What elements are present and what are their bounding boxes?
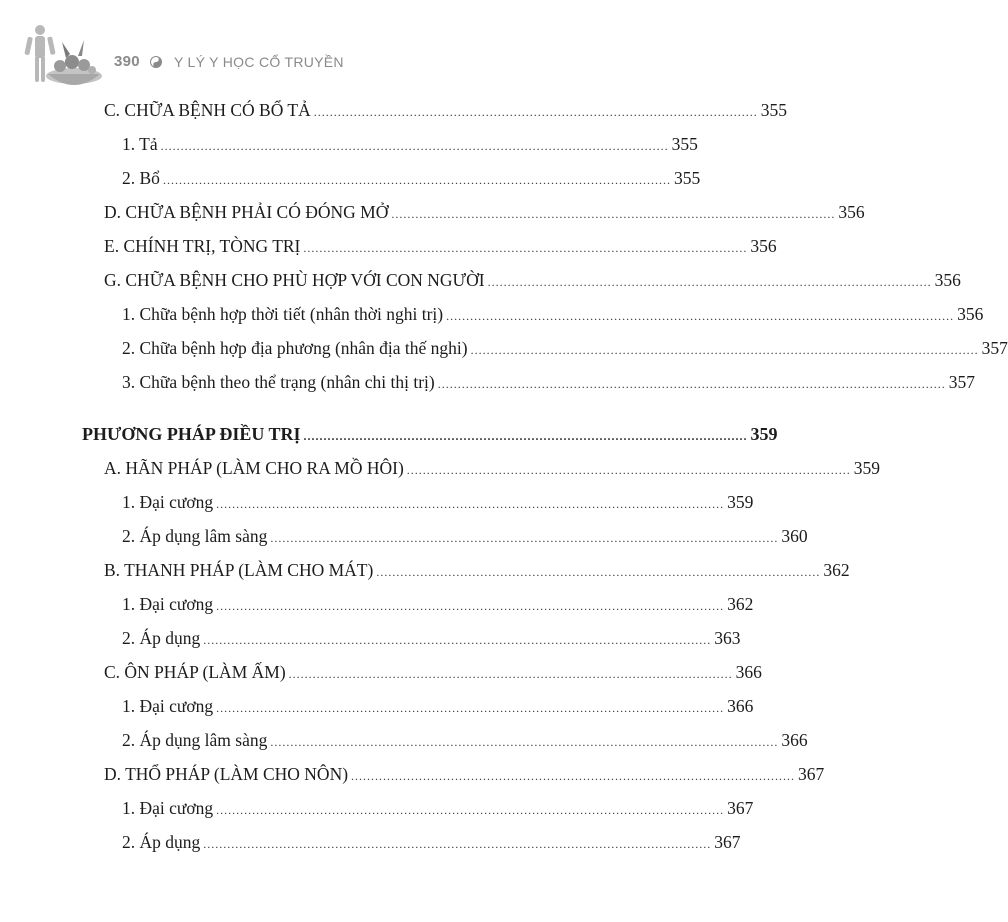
leader-dots: ............................................................................................................................... bbox=[162, 173, 671, 187]
leader-dots: ............................................................................................................................... bbox=[160, 139, 669, 153]
toc-entry-page: 355 bbox=[671, 134, 698, 154]
leader-dots: ............................................................................................................................... bbox=[437, 377, 946, 391]
leader-dots: ............................................................................................................................... bbox=[270, 735, 779, 749]
toc-entry-label: 1. Đại cương bbox=[122, 696, 214, 716]
page-number: 390 bbox=[114, 53, 140, 70]
toc-entry-label: 2. Chữa bệnh hợp địa phương (nhân địa thế nghi) bbox=[122, 338, 468, 358]
leader-dots: ............................................................................................................... bbox=[487, 275, 932, 289]
toc-entry-label: 1. Đại cương bbox=[122, 798, 214, 818]
toc-entry-label: C. ÔN PHÁP (LÀM ẤM) bbox=[104, 662, 286, 682]
leader-dots: ............................................................................................................................... bbox=[216, 803, 725, 817]
toc-entry-label: 2. Áp dụng bbox=[122, 832, 201, 852]
toc-entry-page: 359 bbox=[727, 492, 754, 512]
leader-dots: ............................................................................................................................... bbox=[216, 497, 725, 511]
toc-entry-page: 367 bbox=[727, 798, 754, 818]
toc-entry[interactable] bbox=[104, 764, 825, 786]
toc-entry[interactable] bbox=[122, 696, 754, 718]
toc-entry[interactable] bbox=[104, 202, 865, 224]
toc-entry-label: 1. Đại cương bbox=[122, 594, 214, 614]
toc-entry-label: 2. Áp dụng lâm sàng bbox=[122, 526, 268, 546]
toc-entry-label: PHƯƠNG PHÁP ĐIỀU TRỊ bbox=[82, 424, 301, 444]
toc-entry[interactable] bbox=[122, 730, 808, 752]
toc-entry[interactable] bbox=[122, 372, 975, 394]
toc-entry-page: 363 bbox=[714, 628, 741, 648]
toc-entry[interactable] bbox=[122, 304, 984, 326]
toc-entry-page: 356 bbox=[750, 236, 777, 256]
toc-entry-label: B. THANH PHÁP (LÀM CHO MÁT) bbox=[104, 560, 374, 580]
leader-dots: ............................................................................................................................... bbox=[470, 343, 979, 357]
toc-entry-page: 366 bbox=[727, 696, 754, 716]
toc-entry-label: D. THỔ PHÁP (LÀM CHO NÔN) bbox=[104, 764, 349, 784]
leader-dots: ............................................................................................................................... bbox=[446, 309, 955, 323]
toc-entry[interactable] bbox=[104, 100, 788, 122]
toc-entry-label: 1. Tả bbox=[122, 134, 158, 154]
toc-entry-page: 367 bbox=[798, 764, 825, 784]
toc-entry[interactable] bbox=[104, 236, 777, 258]
toc-entry[interactable] bbox=[122, 168, 701, 190]
toc-entry-page: 362 bbox=[823, 560, 850, 580]
toc-entry-label: 2. Áp dụng bbox=[122, 628, 201, 648]
toc-entry[interactable] bbox=[104, 270, 961, 292]
toc-entry-page: 362 bbox=[727, 594, 754, 614]
toc-entry-page: 356 bbox=[838, 202, 865, 222]
toc-entry-label: 2. Bổ bbox=[122, 168, 160, 188]
toc-entry-page: 357 bbox=[981, 338, 1008, 358]
toc-entry[interactable] bbox=[122, 526, 808, 548]
leader-dots: ............................................................................................................... bbox=[313, 105, 758, 119]
leader-dots: ............................................................................................................... bbox=[303, 241, 748, 255]
toc-entry[interactable] bbox=[122, 134, 698, 156]
yin-yang-icon bbox=[150, 56, 162, 68]
toc-entry[interactable] bbox=[104, 458, 881, 480]
toc-entry[interactable] bbox=[104, 662, 762, 684]
herbal-medicine-logo bbox=[18, 20, 108, 100]
toc-entry-label: G. CHỮA BỆNH CHO PHÙ HỢP VỚI CON NGƯỜI bbox=[104, 270, 485, 290]
leader-dots: ............................................................................................................... bbox=[376, 565, 821, 579]
book-title: Y LÝ Y HỌC CỔ TRUYỀN bbox=[173, 53, 344, 70]
toc-entry[interactable] bbox=[122, 628, 741, 650]
toc-entry-page: 356 bbox=[957, 304, 984, 324]
toc-entry-page: 366 bbox=[781, 730, 808, 750]
toc-entry-page: 359 bbox=[853, 458, 881, 478]
running-header bbox=[18, 20, 418, 100]
leader-dots: ............................................................................................................................... bbox=[216, 599, 725, 613]
toc-entry-label: C. CHỮA BỆNH CÓ BỔ TẢ bbox=[104, 100, 311, 120]
leader-dots: ............................................................................................................... bbox=[303, 429, 748, 443]
toc-entry-label: E. CHÍNH TRỊ, TÒNG TRỊ bbox=[104, 236, 301, 256]
toc-entry-label: 3. Chữa bệnh theo thể trạng (nhân chi thị trị) bbox=[122, 372, 435, 392]
leader-dots: ............................................................................................................................... bbox=[203, 837, 712, 851]
leader-dots: ............................................................................................................................... bbox=[216, 701, 725, 715]
toc-entry-page: 356 bbox=[934, 270, 961, 290]
toc-entry[interactable] bbox=[122, 338, 1008, 360]
toc-section-heading[interactable] bbox=[82, 424, 778, 446]
toc-entry-page: 360 bbox=[781, 526, 808, 546]
toc-entry-label: 2. Áp dụng lâm sàng bbox=[122, 730, 268, 750]
toc-entry[interactable] bbox=[104, 560, 850, 582]
leader-dots: ............................................................................................................................... bbox=[270, 531, 779, 545]
toc-entry-page: 355 bbox=[673, 168, 701, 188]
toc-entry[interactable] bbox=[122, 492, 754, 514]
toc-entry-label: D. CHỮA BỆNH PHẢI CÓ ĐÓNG MỞ bbox=[104, 202, 389, 222]
leader-dots: ............................................................................................................................... bbox=[203, 633, 712, 647]
leader-dots: ............................................................................................................... bbox=[391, 207, 836, 221]
toc-entry-label: A. HÃN PHÁP (LÀM CHO RA MỒ HÔI) bbox=[104, 458, 404, 478]
toc-entry[interactable] bbox=[122, 594, 754, 616]
leader-dots: ............................................................................................................... bbox=[351, 769, 796, 783]
toc-entry-page: 355 bbox=[760, 100, 788, 120]
toc-entry-label: 1. Đại cương bbox=[122, 492, 214, 512]
toc-entry-label: 1. Chữa bệnh hợp thời tiết (nhân thời nghi trị) bbox=[122, 304, 444, 324]
leader-dots: ............................................................................................................... bbox=[288, 667, 733, 681]
toc-entry-page: 366 bbox=[735, 662, 762, 682]
toc-entry-page: 367 bbox=[714, 832, 741, 852]
toc-entry-page: 357 bbox=[948, 372, 975, 392]
leader-dots: ............................................................................................................... bbox=[406, 463, 851, 477]
toc-entry[interactable] bbox=[122, 798, 754, 820]
toc-entry[interactable] bbox=[122, 832, 741, 854]
toc-entry-page: 359 bbox=[750, 424, 778, 444]
